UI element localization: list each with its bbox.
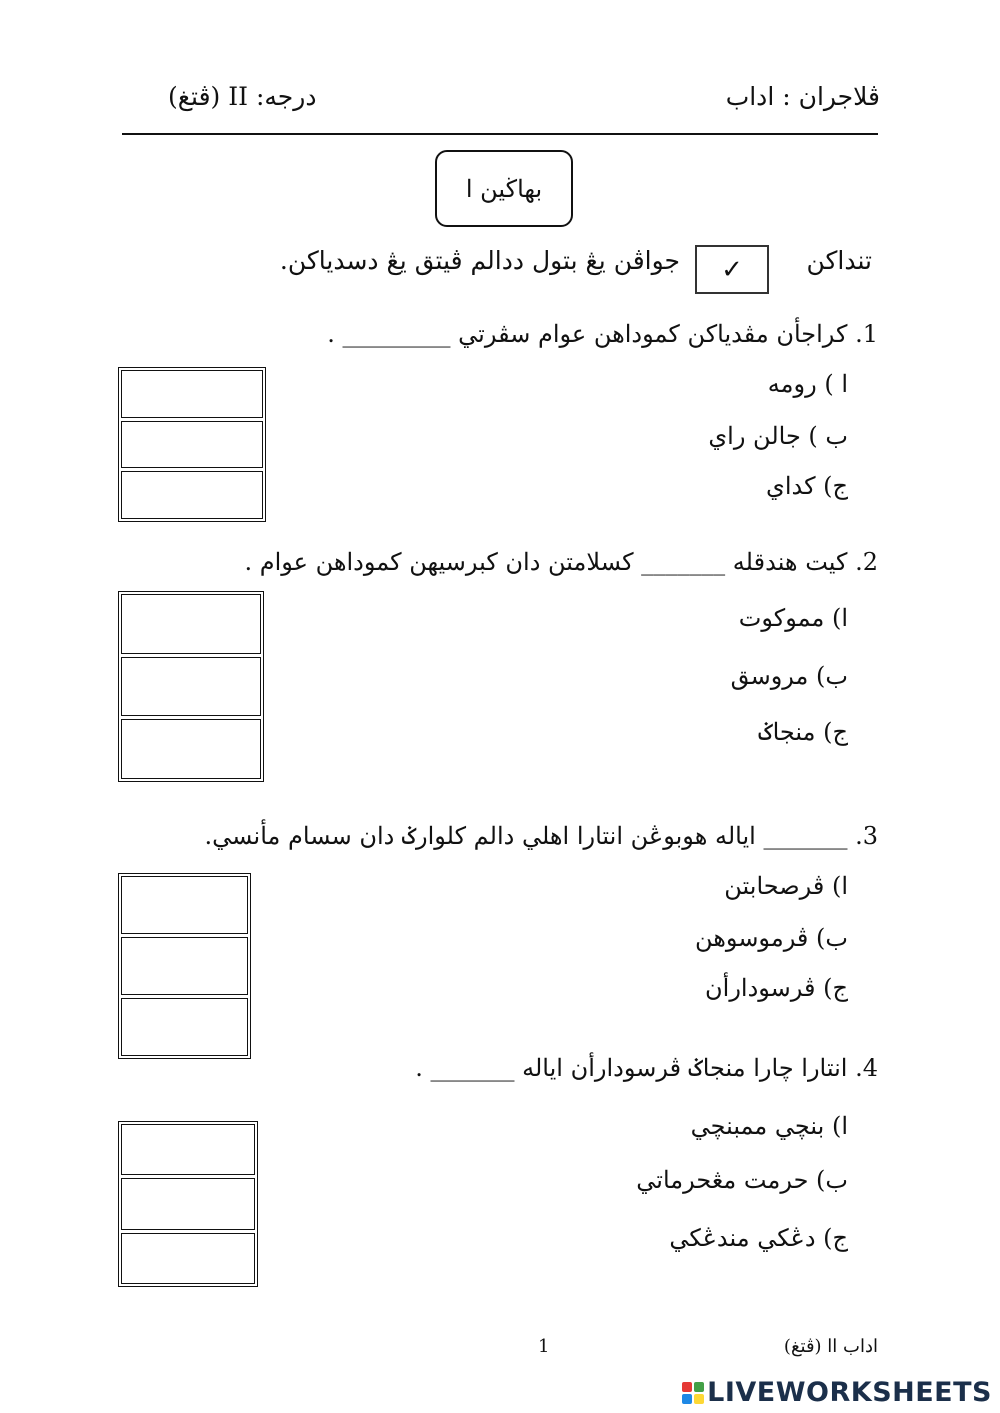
liveworksheets-logo-icon	[682, 1382, 704, 1404]
header-divider	[122, 133, 878, 135]
question-3: 3. _______ اياله هوبوڠن انتارا اهلي دالم کلوارݢ دان سسام مأنسي.	[204, 822, 878, 850]
question-2-option-c: ج) منجاݢ	[758, 718, 848, 746]
question-3-option-c: ج) ڤرسودارأن	[705, 974, 848, 1002]
liveworksheets-brand	[682, 1377, 992, 1408]
answer-box-3c[interactable]	[121, 998, 248, 1056]
question-2: 2. کيت هندقله _______ کسلامتن دان کبرسيهن کموداهن عوام .	[244, 548, 878, 576]
grade-label: درجه: II (ڤتغ)	[168, 82, 317, 111]
subject-label: ڤلاجران : اداب	[725, 82, 880, 111]
question-2-option-b: ب) مروسق	[730, 662, 848, 690]
question-1-option-c: ج) کداي	[766, 472, 848, 500]
question-4-option-c: ج) دڠکي مندڠکي	[669, 1224, 848, 1252]
logo-square-yellow	[694, 1394, 704, 1404]
answer-box-2a[interactable]	[121, 594, 261, 654]
answer-box-4a[interactable]	[121, 1124, 255, 1175]
question-4-option-b: ب) حرمت مڠحرماتي	[636, 1166, 848, 1194]
instruction-prefix: تنداکن	[806, 246, 872, 275]
answer-box-3a[interactable]	[121, 876, 248, 934]
page-number: 1	[538, 1336, 550, 1357]
question-4: 4. انتارا چارا منجاݢ ڤرسودارأن اياله _______ .	[415, 1054, 878, 1082]
question-1-option-b: ب ) جالن راي	[708, 422, 848, 450]
section-title: بهاڬين ا	[435, 150, 573, 227]
brand-name: LIVEWORKSHEETS	[707, 1377, 992, 1408]
answer-box-1a[interactable]	[121, 370, 263, 418]
question-3-answer-boxes	[118, 873, 251, 1059]
logo-square-green	[694, 1382, 704, 1392]
footer-subject: اداب اا (ڤتغ)	[783, 1336, 878, 1357]
answer-box-1c[interactable]	[121, 471, 263, 519]
logo-square-red	[682, 1382, 692, 1392]
question-2-answer-boxes	[118, 591, 264, 782]
answer-box-3b[interactable]	[121, 937, 248, 995]
logo-square-blue	[682, 1394, 692, 1404]
answer-box-1b[interactable]	[121, 421, 263, 469]
answer-box-2b[interactable]	[121, 657, 261, 717]
question-1-answer-boxes	[118, 367, 266, 522]
question-3-option-a: ا) ڤرصحابتن	[724, 872, 848, 900]
question-3-option-b: ب) ڤرموسوهن	[695, 924, 848, 952]
answer-box-4c[interactable]	[121, 1233, 255, 1284]
question-4-answer-boxes	[118, 1121, 258, 1287]
question-2-option-a: ا) مموکوت	[738, 604, 848, 632]
tick-example-box	[695, 245, 769, 294]
question-1: 1. کراجأن مڤدياکن کموداهن عوام سڤرتي _________ .	[327, 320, 878, 348]
answer-box-4b[interactable]	[121, 1178, 255, 1229]
question-1-option-a: ا ) رومه	[767, 370, 848, 398]
question-4-option-a: ا) بنچي ممبنچي	[690, 1112, 848, 1140]
checkmark-icon: ✓	[721, 254, 743, 285]
instruction-text: جواڤن يڠ بتول ددالم ڤيتق يڠ دسدياکن.	[279, 246, 680, 275]
answer-box-2c[interactable]	[121, 719, 261, 779]
